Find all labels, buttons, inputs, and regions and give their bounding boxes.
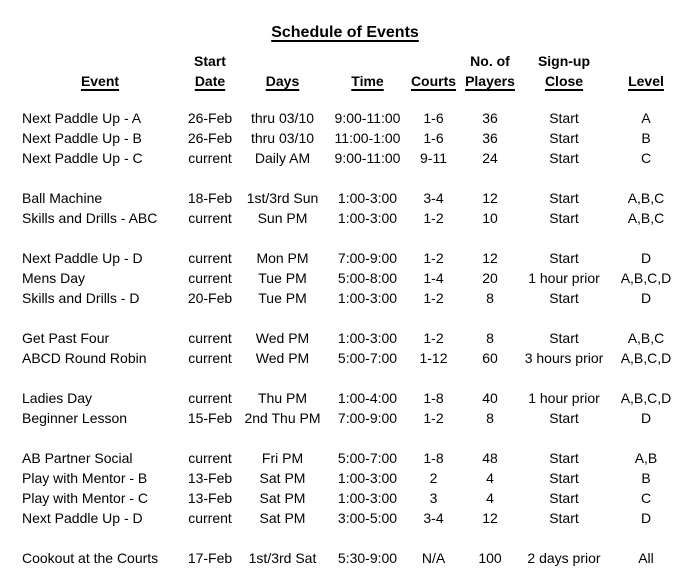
group-spacer-row	[15, 168, 682, 188]
cell-players: 8	[486, 290, 494, 306]
cell-event: Skills and Drills - D	[22, 290, 140, 306]
col-header-label-courts: Courts	[410, 73, 457, 89]
cell-days: Tue PM	[258, 290, 307, 306]
cell-courts: 3	[429, 490, 438, 506]
cell-time: 1:00-3:00	[337, 330, 398, 346]
col-header-event	[15, 71, 185, 108]
cell-time: 11:00-1:00	[334, 130, 401, 146]
group-spacer-cell	[15, 308, 682, 328]
cell-signup_close: 1 hour prior	[528, 270, 600, 286]
table-row	[15, 148, 682, 168]
col-header-label-event: Event	[80, 73, 120, 89]
cell-start_date: 18-Feb	[187, 190, 233, 206]
col-header-time	[330, 71, 405, 108]
cell-level: B	[641, 130, 651, 146]
cell-signup_close: Start	[549, 250, 579, 266]
col-header-days	[235, 71, 330, 108]
cell-start_date: current	[188, 250, 232, 266]
cell-level: A,B,C,D	[620, 350, 672, 366]
group-spacer-row	[15, 228, 682, 248]
cell-signup_close: Start	[549, 130, 579, 146]
cell-signup_close: 1 hour prior	[528, 390, 600, 406]
cell-event: Next Paddle Up - D	[22, 250, 143, 266]
table-row	[15, 548, 682, 568]
cell-start_date: current	[188, 330, 232, 346]
cell-players: 24	[482, 150, 498, 166]
cell-days: Fri PM	[261, 450, 304, 466]
cell-time: 7:00-9:00	[337, 250, 398, 266]
table-row	[15, 448, 682, 468]
cell-signup_close: Start	[549, 150, 579, 166]
col-header-label-time: Time	[351, 73, 384, 89]
cell-start_date: current	[188, 390, 232, 406]
cell-players: 12	[482, 190, 498, 206]
cell-courts: 2	[429, 470, 438, 486]
cell-players: 48	[482, 450, 498, 466]
cell-players: 8	[486, 410, 494, 426]
cell-start_date: 20-Feb	[187, 290, 233, 306]
cell-event: Ladies Day	[22, 390, 93, 406]
group-spacer-cell	[15, 168, 682, 188]
cell-players: 12	[482, 250, 498, 266]
cell-level: B	[641, 470, 651, 486]
col-header-courts	[405, 71, 462, 108]
table-row	[15, 208, 682, 228]
page-title-text: Schedule of Events	[271, 24, 419, 41]
cell-event: Next Paddle Up - C	[22, 150, 143, 166]
cell-start_date: current	[188, 450, 232, 466]
cell-event: Next Paddle Up - B	[22, 130, 142, 146]
cell-level: C	[640, 490, 652, 506]
cell-time: 1:00-3:00	[337, 470, 398, 486]
group-spacer-row	[15, 528, 682, 548]
header-row-top	[15, 51, 682, 71]
cell-time: 5:00-7:00	[337, 350, 398, 366]
cell-courts: 1-6	[423, 130, 444, 146]
cell-days: Sat PM	[259, 470, 306, 486]
cell-time: 1:00-3:00	[337, 490, 398, 506]
cell-event: AB Partner Social	[22, 450, 133, 466]
cell-time: 1:00-4:00	[337, 390, 398, 406]
col-header-top-players: No. of	[470, 53, 510, 69]
cell-time: 3:00-5:00	[337, 510, 398, 526]
cell-level: A,B,C,D	[620, 270, 672, 286]
cell-event: Beginner Lesson	[22, 410, 128, 426]
cell-signup_close: Start	[549, 490, 579, 506]
group-spacer-row	[15, 308, 682, 328]
cell-days: Mon PM	[256, 250, 309, 266]
cell-courts: 1-12	[419, 350, 448, 366]
col-header-top-days	[235, 51, 330, 71]
group-spacer-cell	[15, 428, 682, 448]
cell-days: thru 03/10	[250, 110, 315, 126]
cell-level: A,B,C,D	[620, 390, 672, 406]
cell-start_date: 17-Feb	[187, 550, 233, 566]
cell-event: Next Paddle Up - D	[22, 510, 143, 526]
cell-signup_close: Start	[549, 210, 579, 226]
col-header-top-signup_close: Sign-up	[537, 53, 591, 69]
cell-level: A,B	[634, 450, 658, 466]
cell-start_date: 13-Feb	[187, 490, 233, 506]
cell-signup_close: Start	[549, 190, 579, 206]
col-header-top-event	[15, 51, 185, 71]
cell-level: A,B,C	[627, 190, 665, 206]
cell-courts: 1-2	[423, 210, 444, 226]
cell-courts: 1-8	[423, 390, 444, 406]
cell-signup_close: Start	[549, 450, 579, 466]
table-row	[15, 128, 682, 148]
cell-event: Get Past Four	[22, 330, 110, 346]
col-header-label-days: Days	[265, 73, 300, 89]
cell-days: thru 03/10	[250, 130, 315, 146]
cell-event: Skills and Drills - ABC	[22, 210, 158, 226]
cell-time: 1:00-3:00	[337, 190, 398, 206]
table-row	[15, 188, 682, 208]
cell-days: Sun PM	[257, 210, 308, 226]
table-row	[15, 288, 682, 308]
cell-days: Thu PM	[257, 390, 307, 406]
cell-event: Ball Machine	[22, 190, 103, 206]
cell-courts: 1-2	[423, 290, 444, 306]
cell-start_date: 26-Feb	[187, 130, 233, 146]
cell-event: ABCD Round Robin	[22, 350, 147, 366]
table-row	[15, 488, 682, 508]
col-header-top-level	[610, 51, 682, 71]
table-row	[15, 508, 682, 528]
cell-players: 12	[482, 510, 498, 526]
cell-courts: 1-8	[423, 450, 444, 466]
schedule-header	[15, 51, 682, 108]
cell-time: 9:00-11:00	[334, 110, 401, 126]
cell-time: 5:30-9:00	[337, 550, 398, 566]
cell-courts: N/A	[421, 550, 446, 566]
cell-event: Mens Day	[22, 270, 86, 286]
cell-start_date: 13-Feb	[187, 470, 233, 486]
col-header-label-level: Level	[628, 73, 664, 89]
group-spacer-cell	[15, 368, 682, 388]
cell-level: D	[640, 410, 652, 426]
cell-signup_close: Start	[549, 510, 579, 526]
cell-players: 10	[482, 210, 498, 226]
group-spacer-cell	[15, 528, 682, 548]
cell-signup_close: Start	[549, 290, 579, 306]
header-row-bottom	[15, 71, 682, 108]
cell-signup_close: 3 hours prior	[524, 350, 604, 366]
cell-days: 1st/3rd Sat	[248, 550, 317, 566]
cell-players: 8	[486, 330, 494, 346]
cell-level: All	[638, 550, 654, 566]
cell-players: 36	[482, 130, 498, 146]
cell-time: 5:00-7:00	[337, 450, 398, 466]
cell-start_date: current	[188, 150, 232, 166]
group-spacer-cell	[15, 228, 682, 248]
table-row	[15, 468, 682, 488]
cell-signup_close: Start	[549, 330, 579, 346]
cell-start_date: current	[188, 350, 232, 366]
cell-days: Sat PM	[259, 510, 306, 526]
cell-signup_close: Start	[549, 110, 579, 126]
cell-players: 100	[478, 550, 502, 566]
cell-courts: 1-2	[423, 250, 444, 266]
cell-signup_close: 2 days prior	[527, 550, 601, 566]
cell-days: Daily AM	[254, 150, 311, 166]
cell-signup_close: Start	[549, 410, 579, 426]
table-row	[15, 268, 682, 288]
cell-level: C	[640, 150, 652, 166]
schedule-table	[15, 51, 682, 568]
col-header-label-signup_close: Close	[544, 73, 584, 89]
cell-event: Cookout at the Courts	[22, 550, 159, 566]
cell-start_date: current	[188, 510, 232, 526]
col-header-top-start_date: Start	[194, 53, 226, 69]
cell-signup_close: Start	[549, 470, 579, 486]
cell-courts: 1-4	[423, 270, 444, 286]
cell-time: 1:00-3:00	[337, 210, 398, 226]
cell-start_date: current	[188, 270, 232, 286]
cell-players: 4	[486, 490, 494, 506]
table-row	[15, 348, 682, 368]
page-title	[0, 23, 690, 43]
cell-players: 20	[482, 270, 498, 286]
cell-courts: 1-6	[423, 110, 444, 126]
col-header-label-start_date: Date	[194, 73, 226, 89]
table-row	[15, 388, 682, 408]
table-row	[15, 408, 682, 428]
cell-start_date: 26-Feb	[187, 110, 233, 126]
table-row	[15, 328, 682, 348]
col-header-top-courts	[405, 51, 462, 71]
cell-time: 7:00-9:00	[337, 410, 398, 426]
cell-courts: 9-11	[420, 150, 447, 166]
cell-days: Wed PM	[255, 350, 310, 366]
col-header-players	[462, 71, 518, 108]
cell-courts: 3-4	[423, 510, 444, 526]
cell-event: Play with Mentor - C	[22, 490, 149, 506]
col-header-signup_close	[518, 71, 610, 108]
cell-players: 4	[486, 470, 494, 486]
table-row	[15, 108, 682, 128]
cell-days: Wed PM	[255, 330, 310, 346]
group-spacer-row	[15, 428, 682, 448]
schedule-body	[15, 108, 682, 568]
cell-time: 5:00-8:00	[337, 270, 398, 286]
col-header-label-players: Players	[465, 73, 515, 89]
col-header-top-time	[330, 51, 405, 71]
cell-courts: 1-2	[423, 330, 444, 346]
cell-start_date: current	[188, 210, 232, 226]
cell-level: D	[640, 290, 652, 306]
cell-players: 60	[482, 350, 498, 366]
cell-level: A	[641, 110, 651, 126]
cell-time: 1:00-3:00	[337, 290, 398, 306]
cell-time: 9:00-11:00	[334, 150, 401, 166]
cell-level: D	[640, 510, 652, 526]
cell-courts: 3-4	[423, 190, 444, 206]
cell-players: 40	[482, 390, 498, 406]
col-header-level	[610, 71, 682, 108]
cell-courts: 1-2	[423, 410, 444, 426]
cell-days: Tue PM	[258, 270, 307, 286]
table-row	[15, 248, 682, 268]
cell-days: Sat PM	[259, 490, 306, 506]
cell-start_date: 15-Feb	[187, 410, 233, 426]
cell-level: D	[640, 250, 652, 266]
cell-level: A,B,C	[627, 330, 665, 346]
cell-event: Next Paddle Up - A	[22, 110, 142, 126]
cell-days: 2nd Thu PM	[244, 410, 321, 426]
cell-event: Play with Mentor - B	[22, 470, 148, 486]
cell-players: 36	[482, 110, 498, 126]
cell-days: 1st/3rd Sun	[246, 190, 319, 206]
cell-level: A,B,C	[627, 210, 665, 226]
group-spacer-row	[15, 368, 682, 388]
col-header-start_date	[185, 71, 235, 108]
